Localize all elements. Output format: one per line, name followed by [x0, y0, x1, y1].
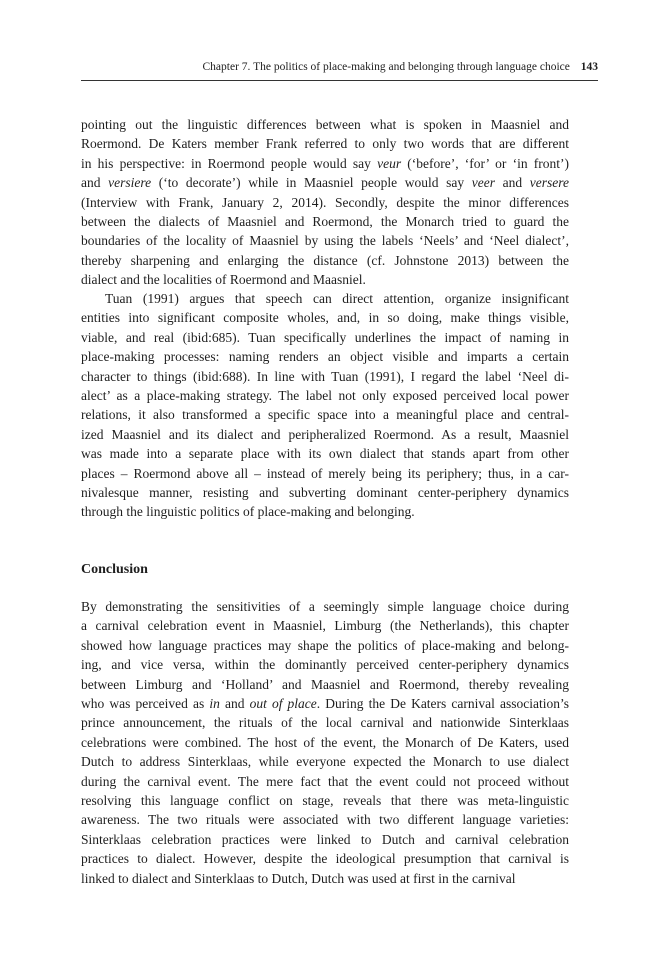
- text-line: (Interview with Frank, January 2, 2014). Secondly, despite the minor differences: [81, 194, 569, 210]
- text-line: linked to dialect and Sinterklaas to Dutch, Dutch was used at first in the carnival: [81, 870, 516, 886]
- running-title: Chapter 7. The politics of place-making and belonging through language choice: [202, 61, 570, 73]
- text-line: awareness. The two rituals were associated with two different language varieties:: [81, 812, 569, 828]
- text-line: Tuan (1991) argues that speech can direct attention, organize insignificant: [105, 291, 569, 306]
- page-number: 143: [580, 61, 598, 73]
- text-line: celebrations were combined. The host of the event, the Monarch of De Katers, used: [81, 734, 569, 750]
- header-rule: [81, 80, 598, 81]
- text-line: practices to dialect. However, despite the ideological presumption that carnival is: [81, 851, 569, 867]
- running-header: [81, 60, 598, 74]
- text-line: entities into significant composite wholes, and, in so doing, make things visible,: [81, 310, 569, 326]
- text-line: character to things (ibid:688). In line with Tuan (1991), I regard the label ‘Neel di-: [81, 368, 569, 384]
- text-line: relations, it also transformed a specific space into a meaningful place and central-: [81, 407, 569, 423]
- text-line: prince announcement, the rituals of the local carnival and nationwide Sinterklaas: [81, 715, 569, 731]
- text-line: viable, and real (ibid:685). Tuan specifically underlines the impact of naming in: [81, 329, 569, 345]
- text-line: thereby sharpening and enlarging the distance (cf. Johnstone 2013) between the: [81, 252, 569, 268]
- text-line: Dutch to address Sinterklaas, while everyone expected the Monarch to use dialect: [81, 754, 569, 770]
- text-line: Roermond. De Katers member Frank referred to only two words that are different: [81, 136, 569, 152]
- text-line: ing, and vice versa, within the dominantly perceived center-periphery dynamics: [81, 657, 569, 673]
- text-line: through the linguistic politics of place-making and belonging.: [81, 504, 415, 520]
- text-line: boundaries of the locality of Maasniel by using the labels ‘Neels’ and ‘Neel dialect’,: [81, 233, 569, 249]
- text-line: between the dialects of Maasniel and Roermond, the Monarch tried to guard the: [81, 214, 569, 229]
- text-line: and versiere (‘to decorate’) while in Maasniel people would say veer and versere: [81, 175, 569, 191]
- text-line: pointing out the linguistic differences between what is spoken in Maasniel and: [81, 117, 569, 132]
- text-line: nivalesque manner, resisting and subverting dominant center-periphery dynamics: [81, 485, 569, 500]
- text-line: Sinterklaas celebration practices were linked to Dutch and carnival celebration: [81, 831, 569, 847]
- section-heading: Conclusion: [81, 562, 148, 577]
- text-line: ized Maasniel and its dialect and peripheralized Roermond. As a result, Maasniel: [81, 426, 569, 442]
- text-line: was made into a separate place with its own dialect that stands apart from other: [81, 446, 569, 462]
- text-line: place-making processes: naming renders an object visible and imparts a certain: [81, 349, 569, 365]
- text-line: a carnival celebration event in Maasniel, Limburg (the Netherlands), this chapter: [81, 618, 569, 634]
- text-line: resolving this language conflict on stage, reveals that there was meta-linguistic: [81, 793, 569, 808]
- text-line: By demonstrating the sensitivities of a seemingly simple language choice during: [81, 599, 569, 614]
- text-line: dialect and the localities of Roermond and Maasniel.: [81, 272, 366, 288]
- text-line: places – Roermond above all – instead of merely being its periphery; thus, in a car-: [81, 465, 569, 481]
- text-line: showed how language practices may shape the politics of place-making and belong-: [81, 637, 569, 653]
- text-line: in his perspective: in Roermond people would say veur (‘before’, ‘for’ or ‘in front’): [81, 155, 570, 171]
- text-line: during the carnival event. The mere fact that the event could not proceed without: [81, 773, 569, 789]
- text-line: between Limburg and ‘Holland’ and Maasniel and Roermond, thereby revealing: [81, 676, 569, 692]
- text-line: alect’ as a place-making strategy. The label not only exposed perceived local power: [81, 388, 569, 403]
- text-line: who was perceived as in and out of place. During the De Katers carnival association’s: [81, 696, 569, 711]
